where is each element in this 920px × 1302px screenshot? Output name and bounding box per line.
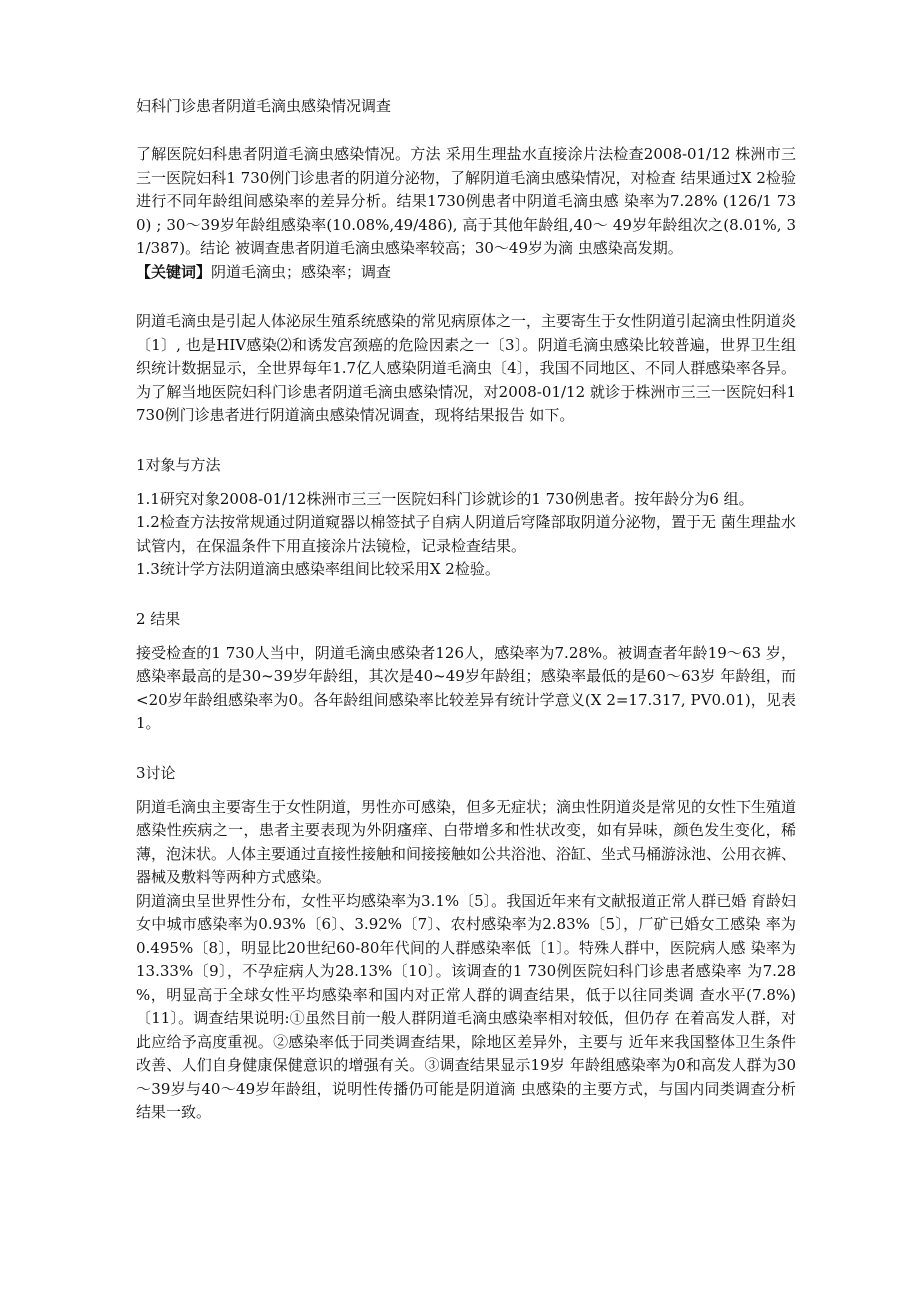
discussion-paragraph-1: 阴道毛滴虫主要寄生于女性阴道，男性亦可感染，但多无症状；滴虫性阴道炎是常见的女性下生殖道感染性疾病之一，患者主要表现为外阴瘙痒、白带增多和性状改变，如有异味，颜色发生变化，稀薄，泡沫状。人体主要通过直接性接触和间接接触如公共浴池、浴缸、坐式马桶游泳池、公用衣裤、器械及敷料等两种方式感染。: [136, 797, 797, 886]
keywords-line: [136, 261, 796, 285]
section-heading-discussion: 3讨论: [136, 763, 176, 782]
keywords-text: 阴道毛滴虫；感染率；调查: [211, 262, 392, 281]
methods-paragraph-1: 1.1研究对象2008-01/12株洲市三三一医院妇科门诊就诊的1 730例患者。按年龄分为6 组。: [136, 489, 754, 508]
document-page: [136, 95, 796, 1125]
abstract-paragraph: 了解医院妇科患者阴道毛滴虫感染情况。方法 采用生理盐水直接涂片法检查2008-01/12 株洲市三三一医院妇科1 730例门诊患者的阴道分泌物，了解阴道毛滴虫感染情况，对检查 结果通过X 2检验进行不同年龄组间感染率的差异分析。结果1730例患者中阴道毛滴虫感 染率为7.28% (126/1 730) ; 30～39岁年龄组感染率(10.08%,49/486), 高于其他年龄组,40～ 49岁年龄组次之(8.01%, 31/387)。结论 被调查患者阴道毛滴虫感染率较高；30～49岁为滴 虫感染高发期。: [136, 145, 796, 257]
intro-paragraph: 阴道毛滴虫是引起人体泌尿生殖系统感染的常见病原体之一，主要寄生于女性阴道引起滴虫性阴道炎〔1〕, 也是HIV感染⑵和诱发宫颈癌的危险因素之一〔3〕。阴道毛滴虫感染比较普遍，世界卫生组织统计数据显示，全世界每年1.7亿人感染阴道毛滴虫〔4〕，我国不同地区、不同人群感染率各异。为了解当地医院妇科门诊患者阴道毛滴虫感染情况，对2008-01/12 就诊于株洲市三三一医院妇科1 730例门诊患者进行阴道滴虫感染情况调查，现将结果报告 如下。: [136, 312, 797, 424]
methods-paragraph-2: 1.2检查方法按常规通过阴道窥器以棉签拭子自病人阴道后穹隆部取阴道分泌物，置于无 菌生理盐水试管内，在保温条件下用直接涂片法镜检，记录检查结果。: [136, 513, 796, 555]
section-heading-results: 2 结果: [136, 609, 181, 628]
discussion-paragraph-2: 阴道滴虫呈世界性分布，女性平均感染率为3.1%〔5〕。我国近年来有文献报道正常人群已婚 育龄妇女中城市感染率为0.93%〔6〕、3.92%〔7〕、农村感染率为2.83%〔5〕，厂矿已婚女工感染 率为0.495%〔8〕，明显比20世纪60-80年代间的人群感染率低〔1〕。特殊人群中，医院病人感 染率为13.33%〔9〕，不孕症病人为28.13%〔10〕。该调查的1 730例医院妇科门诊患者感染率 为7.28 %，明显高于全球女性平均感染率和国内对正常人群的调查结果，低于以往同类调 查水平(7.8%)〔11〕。调查结果说明:①虽然目前一般人群阴道毛滴虫感染率相对较低，但仍存 在着高发人群，对此应给予高度重视。②感染率低于同类调查结果，除地区差异外，主要与 近年来我国整体卫生条件改善、人们自身健康保健意识的增强有关。③调查结果显示19岁 年龄组感染率为0和高发人群为30～39岁与40～49岁年龄组，说明性传播仍可能是阴道滴 虫感染的主要方式，与国内同类调查分析结果一致。: [136, 891, 796, 1121]
document-title: 妇科门诊患者阴道毛滴虫感染情况调查: [136, 97, 392, 115]
results-paragraph: 接受检查的1 730人当中，阴道毛滴虫感染者126人，感染率为7.28%。被调查者年龄19～63 岁，感染率最高的是30~39岁年龄组，其次是40~49岁年龄组；感染率最低的是60～63岁 年龄组，而<20岁年龄组感染率为0。各年龄组间感染率比较差异有统计学意义(X 2=17.317, PV0.01)，见表 1。: [136, 643, 796, 732]
section-heading-methods: 1对象与方法: [136, 455, 221, 474]
methods-paragraph-3: 1.3统计学方法阴道滴虫感染率组间比较采用X 2检验。: [136, 560, 500, 578]
keywords-label: 【关键词】: [136, 262, 212, 281]
